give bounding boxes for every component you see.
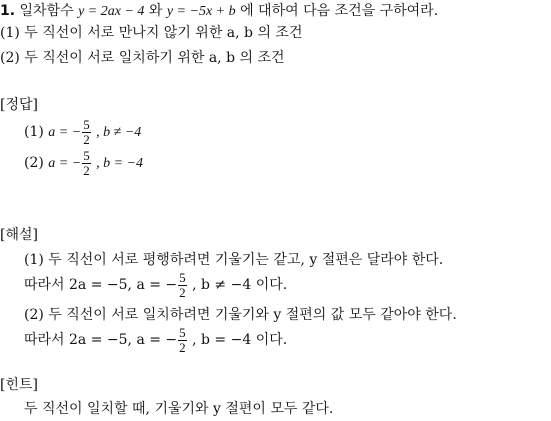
equation-2: y = −5x + b [166,4,236,19]
problem-stem-c: 에 대하여 다음 조건을 구하여라. [240,3,439,19]
explanation-line-2-pre: 따라서 2a = −5, a = − [24,277,178,293]
answer-1-rest: , b ≠ −4 [96,125,142,140]
fraction-denominator: 2 [179,339,186,355]
fraction-denominator: 2 [83,162,90,178]
answer-1-fraction [82,118,91,147]
question-2: (2) 두 직선이 서로 일치하기 위한 a, b 의 조건 [0,50,285,66]
fraction-numerator: 5 [179,269,186,285]
fraction-denominator: 2 [83,131,90,147]
explanation-line-2-fraction [178,271,187,300]
hint-heading: [힌트] [0,377,38,393]
answer-2 [24,146,143,181]
explanation-line-4-fraction [178,326,187,355]
fraction-numerator: 5 [179,324,186,340]
explanation-line-3: (2) 두 직선이 서로 일치하려면 기울기와 y 절편의 값 모두 같아야 한다. [24,307,457,323]
answer-1 [24,115,141,150]
explanation-line-2-post: , b ≠ −4 이다. [192,277,288,293]
explanation-line-4 [24,323,287,357]
answer-1-label: (1) [24,124,44,140]
hint-text: 두 직선이 일치할 때, 기울기와 y 절편이 모두 같다. [24,401,334,417]
fraction-numerator: 5 [83,147,90,163]
equation-1: y = 2ax − 4 [78,4,145,19]
answer-2-lhs: a = − [48,156,82,171]
answer-2-fraction [82,149,91,178]
answer-2-label: (2) [24,155,44,171]
answer-2-rest: , b = −4 [96,156,144,171]
problem-stem-a: 일차함수 [19,3,74,19]
explanation-line-4-post: , b = −4 이다. [192,332,288,348]
answer-heading: [정답] [0,97,38,113]
explanation-heading: [해설] [0,227,38,243]
answer-1-lhs: a = − [48,125,82,140]
explanation-line-2 [24,268,287,302]
explanation-line-4-pre: 따라서 2a = −5, a = − [24,332,178,348]
problem-stem-b: 와 [148,3,163,19]
fraction-denominator: 2 [179,284,186,300]
problem-number: 1. [0,3,16,19]
problem-stem [0,2,438,21]
question-1: (1) 두 직선이 서로 만나지 않기 위한 a, b 의 조건 [0,25,303,41]
fraction-numerator: 5 [83,116,90,132]
explanation-line-1: (1) 두 직선이 서로 평행하려면 기울기는 같고, y 절편은 달라야 한다. [24,252,444,268]
